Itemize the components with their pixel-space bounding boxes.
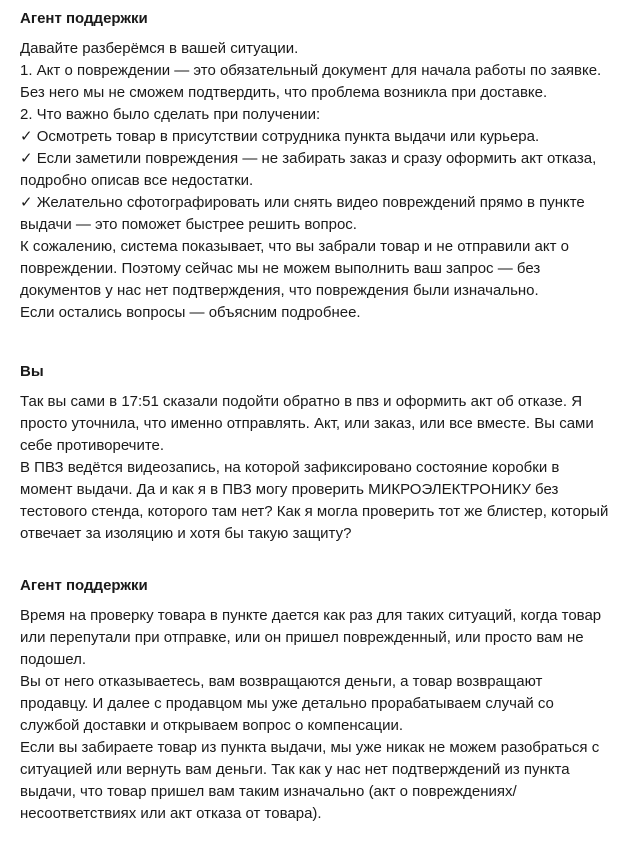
message-line: В ПВЗ ведётся видеозапись, на которой зафиксировано состояние коробки в момент выдачи. Да и как я в ПВЗ могу проверить МИКРОЭЛЕКТРОНИКУ без тестового стенда, которого там нет? Как я могла проверить тот же блистер, который отвечает за изоляцию и хотя бы такую защиту?: [20, 459, 609, 542]
message-line: Так вы сами в 17:51 сказали подойти обратно в пвз и оформить акт об отказе. Я просто уточнила, что именно отправлять. Акт, или заказ, или все вместе. Вы сами себе противоречите.: [20, 393, 594, 454]
message-line: К сожалению, система показывает, что вы забрали товар и не отправили акт о повреждении. Поэтому сейчас мы не можем выполнить ваш запрос — без документов у нас нет подтверждения, что повреждения были изначально.: [20, 238, 569, 299]
message-line: ✓ Если заметили повреждения — не забирать заказ и сразу оформить акт отказа, подробно описав все недостатки.: [20, 150, 597, 189]
message-author: Вы: [20, 363, 44, 380]
message-author: Агент поддержки: [20, 10, 148, 27]
message-author: Агент поддержки: [20, 577, 148, 594]
message-line: Если вы забираете товар из пункта выдачи, мы уже никак не можем разобраться с ситуацией или вернуть вам деньги. Так как у нас нет подтверждений из пункта выдачи, что товар пришел вам таким изначально (акт о повреждениях/несоответствиях или акт отказа от товара).: [20, 739, 600, 822]
message-line: Вы от него отказываетесь, вам возвращаются деньги, а товар возвращают продавцу. И далее с продавцом мы уже детально прорабатываем случай со службой доставки и открываем вопрос о компенсации.: [20, 673, 554, 734]
message-line: 2. Что важно было сделать при получении:: [20, 106, 321, 123]
message-line: ✓ Желательно сфотографировать или снять видео повреждений прямо в пункте выдачи — это поможет быстрее решить вопрос.: [20, 194, 585, 233]
message-line: Время на проверку товара в пункте дается как раз для таких ситуаций, когда товар или перепутали при отправке, или он пришел поврежденный, или просто вам не подошел.: [20, 607, 602, 668]
chat-message-agent: [20, 575, 614, 825]
chat-message-agent: [20, 8, 614, 361]
message-line: 1. Акт о повреждении — это обязательный документ для начала работы по заявке. Без него мы не сможем подтвердить, что проблема возникла при доставке.: [20, 62, 602, 101]
message-line: ✓ Осмотреть товар в присутствии сотрудника пункта выдачи или курьера.: [20, 128, 540, 145]
chat-message-user: [20, 361, 614, 575]
message-line: Давайте разберёмся в вашей ситуации.: [20, 40, 299, 57]
message-line: Если остались вопросы — объясним подробнее.: [20, 304, 361, 321]
